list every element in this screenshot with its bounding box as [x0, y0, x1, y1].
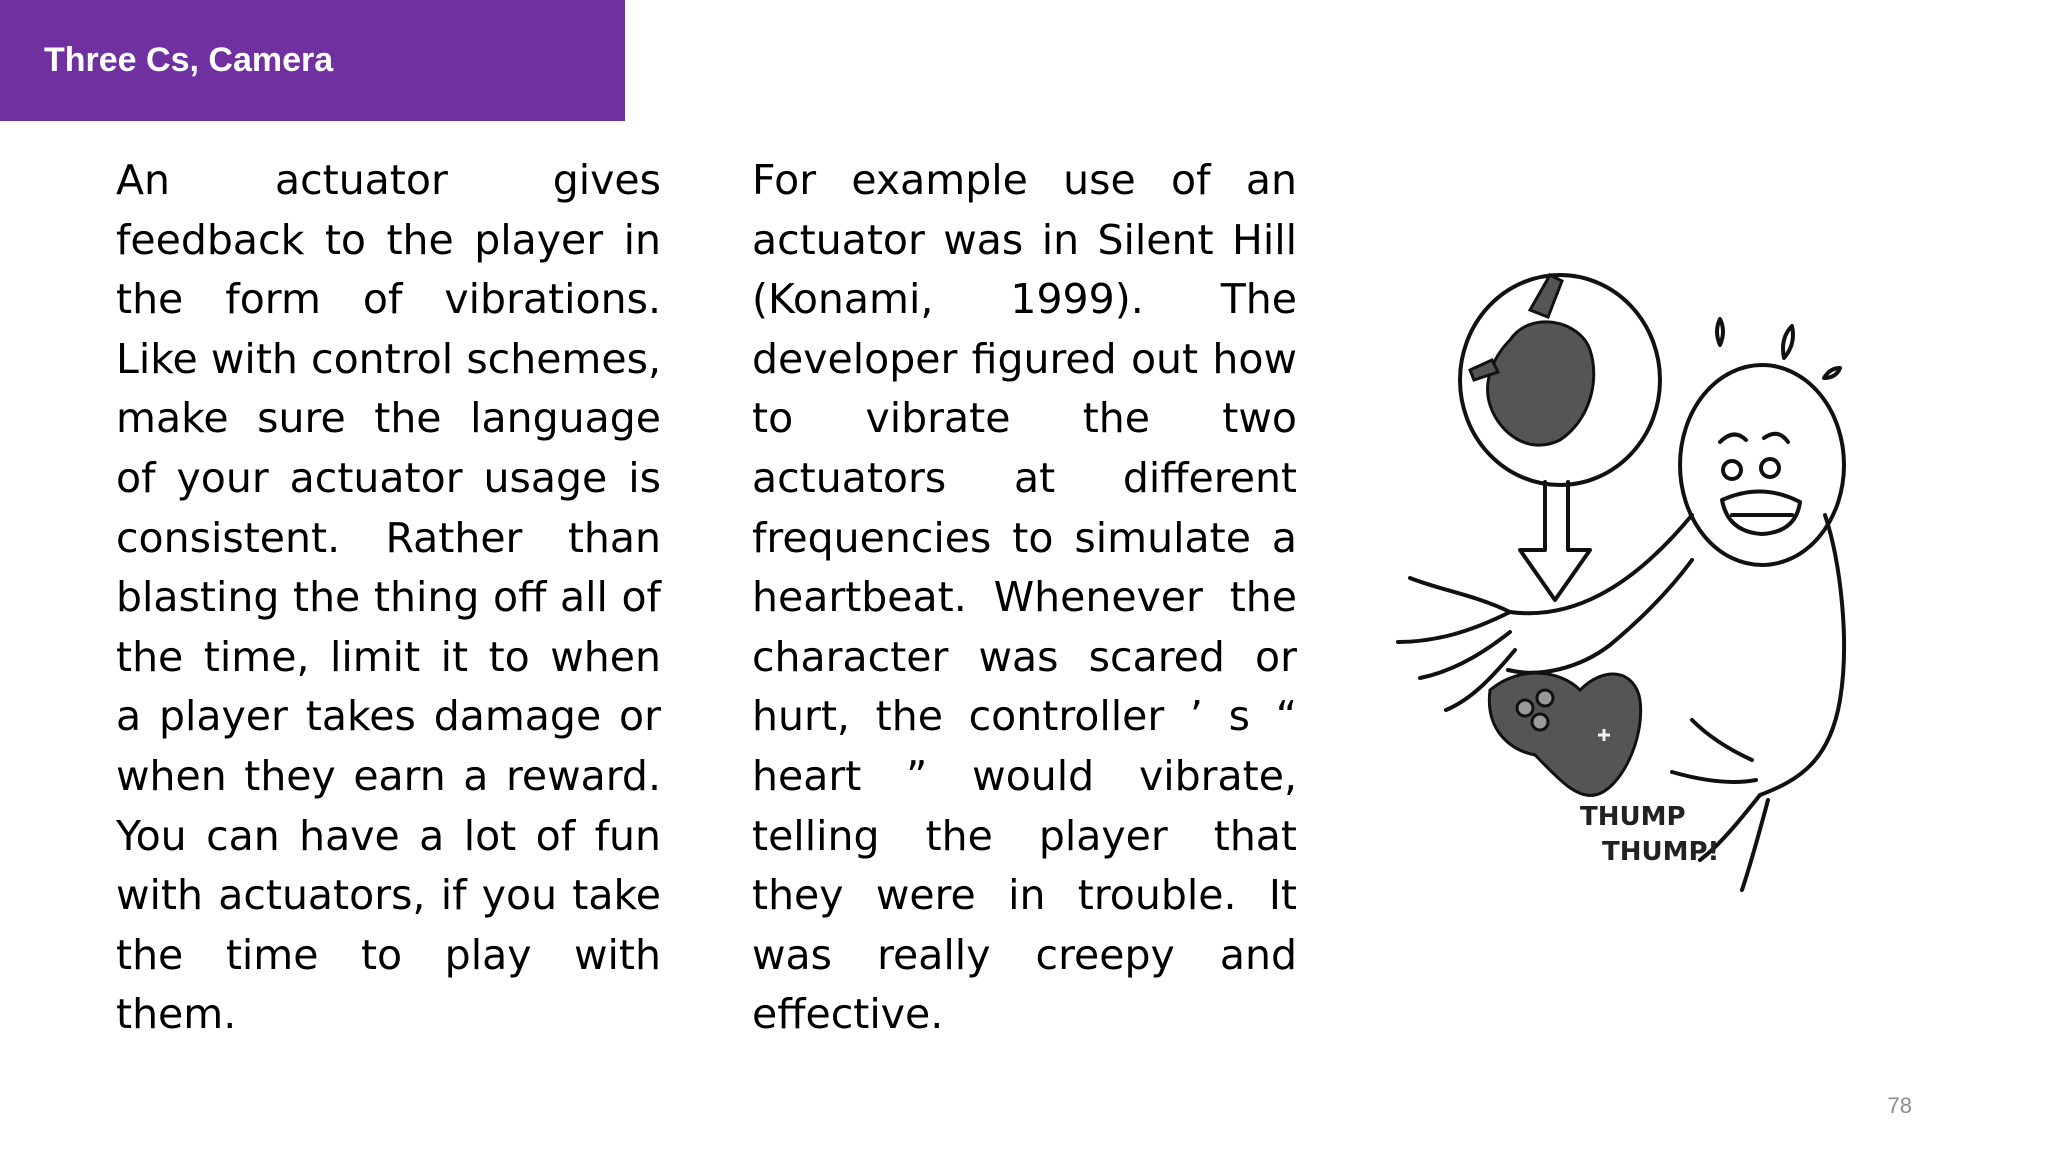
heart-icon	[1470, 275, 1594, 445]
slide-title: Three Cs, Camera	[44, 41, 334, 79]
scared-face	[1680, 365, 1844, 565]
slide-title-bar	[0, 0, 625, 121]
illustration-caption-line2: THUMP!	[1602, 837, 1720, 867]
controller-icon	[1489, 673, 1640, 795]
right-text-column: For example use of an actuator was in Silent Hill (Konami, 1999). The developer figured out how to vibrate the two actuators at different frequencies to simulate a heartbeat. Whenever the character was scared or hurt, the controller ’ s “ heart ” would vibrate, telling the player that they were in trouble. It was really creepy and effective.	[752, 156, 1297, 1039]
heartbeat-controller-illustration	[1380, 260, 1920, 900]
illustration-caption-line1: THUMP	[1580, 802, 1686, 832]
page-number: 78	[1887, 1093, 1912, 1118]
left-text-column: An actuator gives feedback to the player in the form of vibrations. Like with control schemes, make sure the language of your actuator usage is consistent. Rather than blasting the thing off all of the time, limit it to when a player takes damage or when they earn a reward. You can have a lot of fun with actuators, if you take the time to play with them.	[116, 156, 661, 1039]
